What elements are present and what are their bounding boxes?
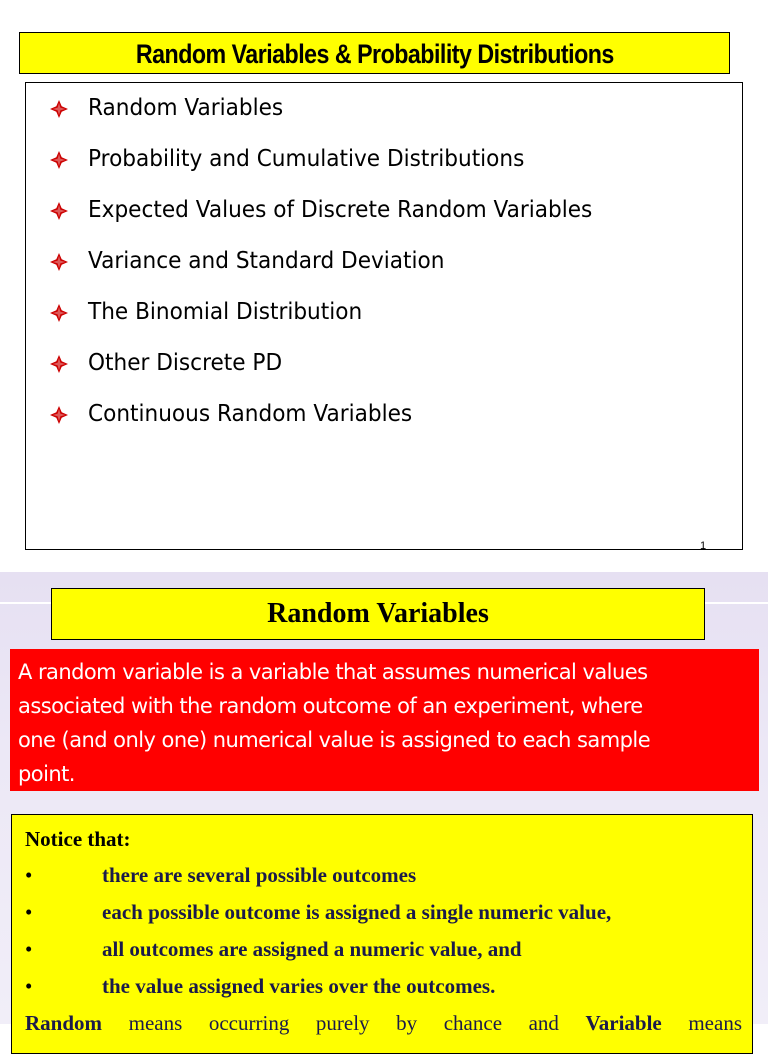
diamond-bullet-icon [50, 202, 68, 220]
topic-label: Other Discrete PD [88, 350, 283, 376]
diamond-bullet-icon [50, 253, 68, 271]
slide-2 [0, 572, 768, 1035]
definition-box [10, 649, 759, 791]
bullet-icon: • [25, 974, 33, 998]
topic-item [26, 140, 625, 191]
page-number: 1 [700, 540, 707, 552]
definition-line: A random variable is a variable that assumes numerical values [18, 660, 648, 684]
topic-item [26, 89, 625, 140]
topic-item [26, 191, 625, 242]
slide-1-content-box [25, 82, 743, 550]
notice-item-text: each possible outcome is assigned a single numeric value, [102, 900, 612, 924]
topic-label: Variance and Standard Deviation [88, 248, 445, 274]
notice-item [25, 931, 742, 968]
notice-item-text: there are several possible outcomes [102, 863, 417, 887]
notice-item-text: the value assigned varies over the outcomes. [102, 974, 496, 998]
topic-label: Continuous Random Variables [88, 401, 413, 427]
footer-term-variable: Variable [585, 1011, 662, 1035]
slide-1-title [19, 32, 730, 74]
topic-item [26, 344, 625, 395]
topic-label: Probability and Cumulative Distributions [88, 146, 525, 172]
diamond-bullet-icon [50, 406, 68, 424]
notice-list [25, 857, 742, 1005]
slide-2-title: Random Variables [51, 588, 705, 640]
footer-text-1: means occurring purely by chance and [102, 1011, 586, 1035]
diamond-bullet-icon [50, 151, 68, 169]
topic-label: Expected Values of Discrete Random Variables [88, 197, 593, 223]
definition-line: one (and only one) numerical value is assigned to each sample [18, 728, 651, 752]
notice-item [25, 857, 742, 894]
topic-item [26, 242, 625, 293]
footer-term-random: Random [25, 1011, 103, 1035]
definition-line: point. [18, 762, 75, 786]
diamond-bullet-icon [50, 304, 68, 322]
topic-item [26, 395, 625, 446]
topic-list [26, 89, 625, 446]
diamond-bullet-icon [50, 100, 68, 118]
diamond-bullet-icon [50, 355, 68, 373]
topic-label: Random Variables [88, 95, 284, 121]
notice-item [25, 894, 742, 931]
footer-text-2: means [661, 1011, 742, 1035]
notice-item-text: all outcomes are assigned a numeric value, and [102, 937, 522, 961]
notice-box [11, 814, 753, 1054]
notice-heading: Notice that: [25, 827, 131, 851]
topic-item [26, 293, 625, 344]
notice-item [25, 968, 742, 1005]
slide-1-title-text: Random Variables & Probability Distributions [135, 39, 614, 69]
bullet-icon: • [25, 863, 33, 887]
definition-line: associated with the random outcome of an experiment, where [18, 694, 643, 718]
bullet-icon: • [25, 900, 33, 924]
bullet-icon: • [25, 937, 33, 961]
topic-label: The Binomial Distribution [88, 299, 363, 325]
